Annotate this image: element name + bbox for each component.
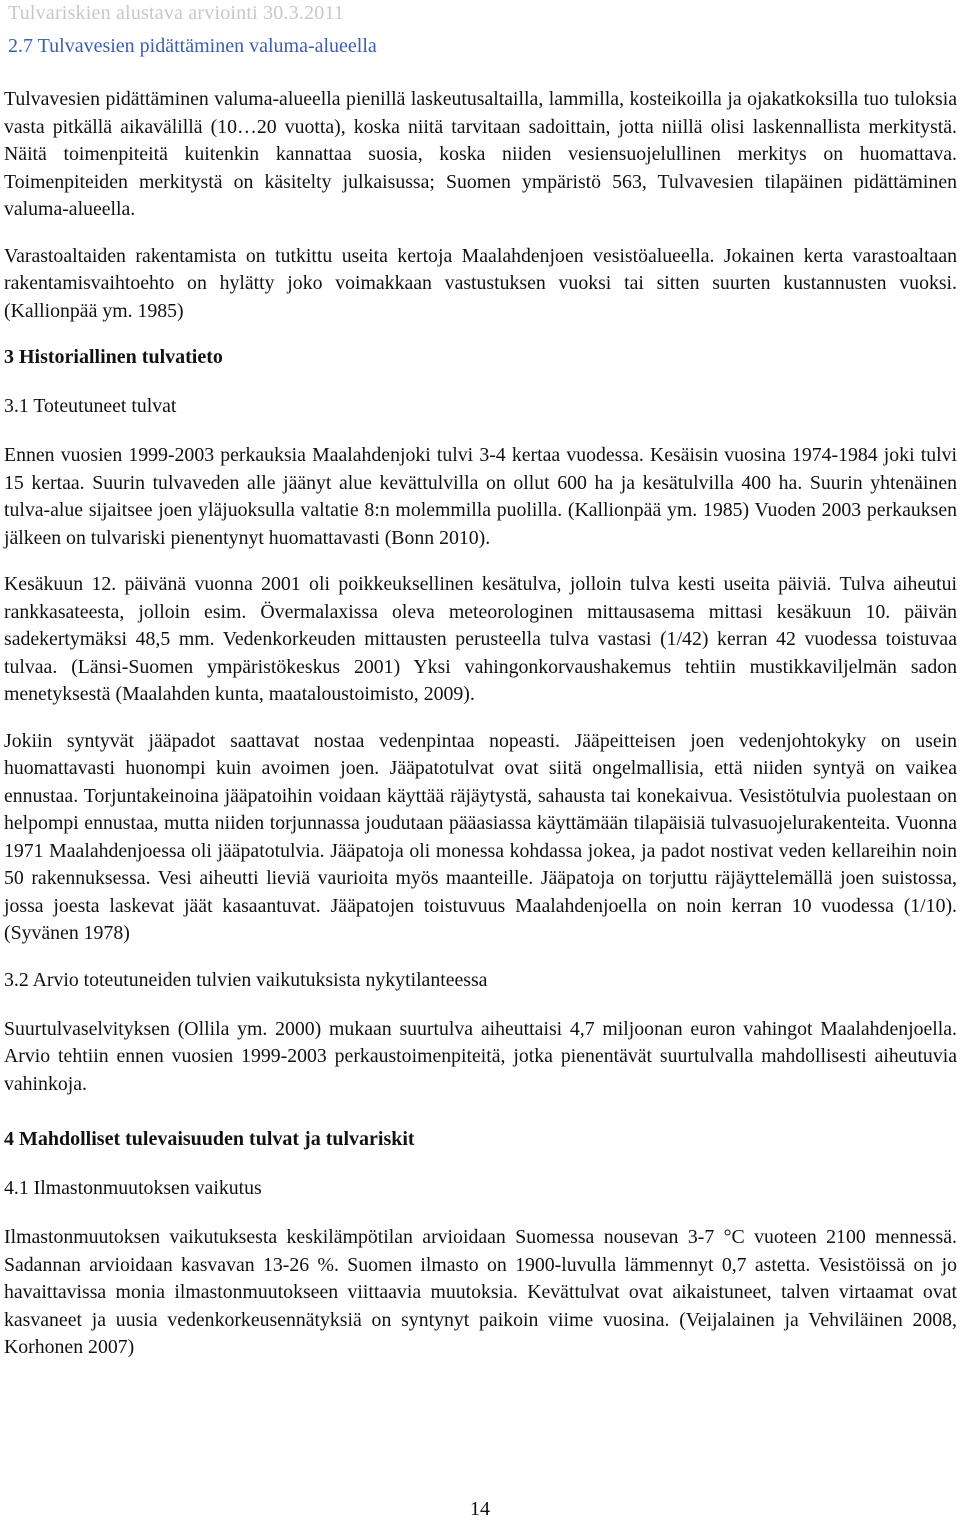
paragraph: Ilmastonmuutoksen vaikutuksesta keskilämpötilan arvioidaan Suomessa nousevan 3-7 °C vuoteen 2100 mennessä. Sadannan arvioidaan kasvavan 13-26 %. Suomen ilmasto on 1900-luvulla lämmennyt 0,7 astetta. Vesistöissä on jo havaittavissa monia ilmastonmuutokseen viittaavia muutoksia. Kevättulvat ovat aikaistuneet, talven virtaamat ovat kasvaneet ja uusia vedenkorkeusennätyksiä on syntynyt paikoin viime vuosina. (Veijalainen ja Vehviläinen 2008, Korhonen 2007) — [4, 1226, 957, 1358]
document-body — [4, 86, 957, 1381]
paragraph: Ennen vuosien 1999-2003 perkauksia Maalahdenjoki tulvi 3-4 kertaa vuodessa. Kesäisin vuosina 1974-1984 joki tulvi 15 kertaa. Suurin tulvaveden alle jäänyt alue kevättulvilla on ollut 600 ha ja kesätulvilla 400 ha. Suurin yhtenäinen tulva-alue sijaitsee joen yläjuoksulla valtatie 8:n molemmilla puolilla. (Kallionpää ym. 1985) Vuoden 2003 perkauksen jälkeen on tulvariski pienentynyt huomattavasti (Bonn 2010). — [4, 444, 957, 549]
running-header: Tulvariskien alustava arviointi 30.3.2011 — [8, 2, 345, 24]
section-heading-4-1: 4.1 Ilmastonmuutoksen vaikutus — [4, 1177, 262, 1199]
section-heading-3: 3 Historiallinen tulvatieto — [4, 346, 223, 368]
paragraph: Varastoaltaiden rakentamista on tutkittu useita kertoja Maalahdenjoen vesistöalueella. Jokainen kerta varastoaltaan rakentamisvaihtoehto on hylätty joko voimakkaan vastustuksen vuoksi tai sitten suurten kustannusten vuoksi. (Kallionpää ym. 1985) — [4, 244, 957, 322]
paragraph: Jokiin syntyvät jääpadot saattavat nostaa vedenpintaa nopeasti. Jääpeitteisen joen vedenjohtokyky on usein huomattavasti huonompi kuin avoimen joen. Jääpatotulvat ovat siitä ongelmallisia, että niiden syntyä on vaikea ennustaa. Torjuntakeinoina jääpatoihin voidaan käyttää räjäytystä, sahausta tai konekaivua. Vesistötulvia puolestaan on helpompi ennustaa, mutta niiden torjunnassa joudutaan pääasiassa käyttämään tilapäisiä tulvasuojelurakenteita. Vuonna 1971 Maalahdenjoessa oli jääpatotulvia. Jääpatoja oli monessa kohdassa jokea, ja padot nostivat veden kellareihin noin 50 rakennuksessa. Vesi aiheutti lieviä vaurioita myös maanteille. Jääpatoja on torjuttu räjäyttelemällä joen suistossa, jossa joesta laskevat jäät kasaantuvat. Jääpatojen toistuvuus Maalahdenjoella on noin kerran 10 vuodessa (1/10). (Syvänen 1978) — [4, 729, 957, 944]
paragraph: Suurtulvaselvityksen (Ollila ym. 2000) mukaan suurtulva aiheuttaisi 4,7 miljoonan euron vahingot Maalahdenjoella. Arvio tehtiin ennen vuosien 1999-2003 perkaustoimenpiteitä, jotka pienentävät suurtulvalla mahdollisesti aiheutuvia vahinkoja. — [4, 1017, 957, 1095]
page-number: 14 — [470, 1498, 490, 1520]
section-heading-4: 4 Mahdolliset tulevaisuuden tulvat ja tulvariskit — [4, 1128, 415, 1150]
section-heading-2-7: 2.7 Tulvavesien pidättäminen valuma-alueella — [8, 35, 377, 57]
section-heading-3-1: 3.1 Toteutuneet tulvat — [4, 395, 177, 417]
section-heading-3-2: 3.2 Arvio toteutuneiden tulvien vaikutuksista nykytilanteessa — [4, 968, 488, 991]
paragraph: Tulvavesien pidättäminen valuma-alueella pienillä laskeutusaltailla, lammilla, kosteikoilla ja ojakatkoksilla tuo tuloksia vasta pitkällä aikavälillä (10…20 vuotta), koska niitä tarvitaan sadoittain, jotta niillä olisi laskennallista merkitystä. Näitä toimenpiteitä kuitenkin kannattaa suosia, koska niiden vesiensuojelullinen merkitys on huomattava. Toimenpiteiden merkitystä on käsitelty julkaisussa; Suomen ympäristö 563, Tulvavesien tilapäinen pidättäminen valuma-alueella. — [4, 88, 957, 220]
paragraph: Kesäkuun 12. päivänä vuonna 2001 oli poikkeuksellinen kesätulva, jolloin tulva kesti useita päiviä. Tulva aiheutui rankkasateesta, jolloin esim. Övermalaxissa oleva meteorologinen mittausasema mittasi kesäkuun 10. päivän sadekertymäksi 48,5 mm. Vedenkorkeuden mittausten perusteella tulva vastasi (1/42) kerran 42 vuodessa toistuvaa tulvaa. (Länsi-Suomen ympäristökeskus 2001) Yksi vahingonkorvaushakemus tehtiin mustikkaviljelmän sadon menetyksestä (Maalahden kunta, maataloustoimisto, 2009). — [4, 573, 957, 705]
